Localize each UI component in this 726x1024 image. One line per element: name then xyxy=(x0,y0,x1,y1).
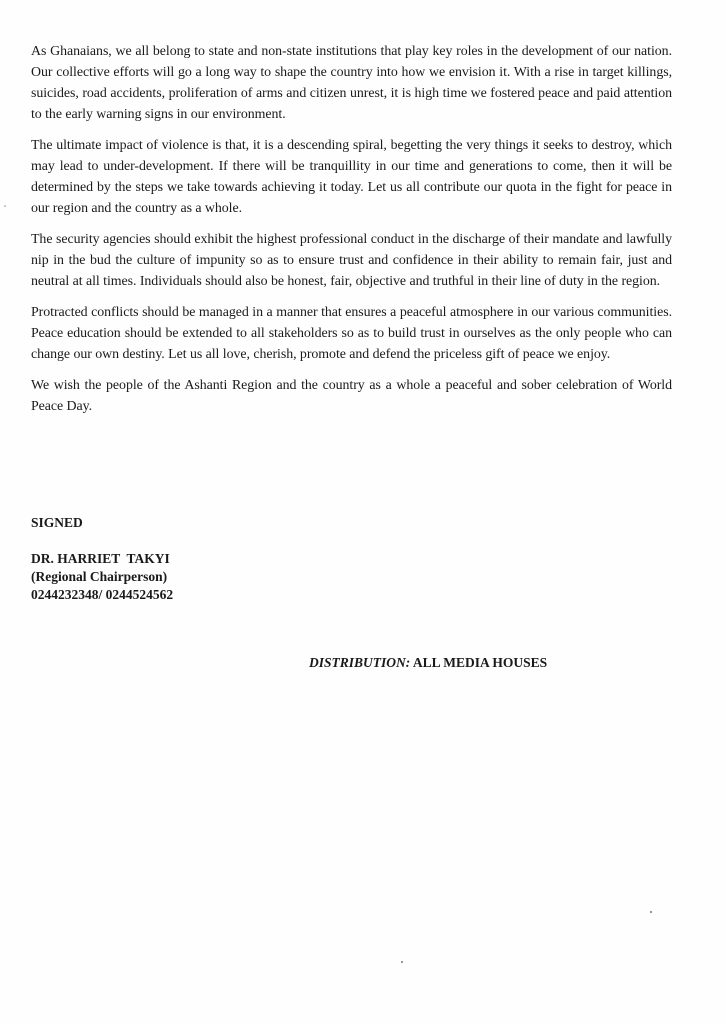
paragraph-closing-wish: We wish the people of the Ashanti Region and the country as a whole a peaceful and sober celebration of World Peace Day. xyxy=(31,378,672,414)
distribution-line xyxy=(309,654,547,672)
document-body xyxy=(31,41,672,427)
scan-speck xyxy=(4,205,6,207)
paragraph-violence-impact: The ultimate impact of violence is that, it is a descending spiral, begetting the very things it seeks to destroy, which may lead to under-development. If there will be tranquillity in our time and generations to come, then it will be determined by the steps we take towards achieving it today. Let us all contribute our quota in the fight for peace in our region and the country as a whole. xyxy=(31,138,672,216)
signatory-title: (Regional Chairperson) xyxy=(31,569,168,584)
signed-label: SIGNED xyxy=(31,515,83,530)
scan-speck xyxy=(401,961,403,963)
signature-block xyxy=(31,514,173,604)
paragraph-protracted-conflicts: Protracted conflicts should be managed in a manner that ensures a peaceful atmosphere in our various communities. Peace education should be extended to all stakeholders so as to build trust in ourselves as the only people who can change our own destiny. Let us all love, cherish, promote and defend the priceless gift of peace we enjoy. xyxy=(31,305,672,362)
distribution-value: ALL MEDIA HOUSES xyxy=(410,655,548,670)
signatory-name: DR. HARRIET TAKYI xyxy=(31,551,170,566)
distribution-label: DISTRIBUTION: xyxy=(309,655,411,670)
signatory-phones: 0244232348/ 0244524562 xyxy=(31,587,174,602)
paragraph-institutions: As Ghanaians, we all belong to state and non-state institutions that play key roles in the development of our nation. Our collective efforts will go a long way to shape the country into how we envision it. With a rise in target killings, suicides, road accidents, proliferation of arms and citizen unrest, it is high time we fostered peace and paid attention to the early warning signs in our environment. xyxy=(31,44,672,122)
scan-speck xyxy=(650,911,652,913)
paragraph-security-agencies: The security agencies should exhibit the highest professional conduct in the discharge of their mandate and lawfully nip in the bud the culture of impunity so as to ensure trust and confidence in their ability to remain fair, just and neutral at all times. Individuals should also be honest, fair, objective and truthful in their line of duty in the region. xyxy=(31,232,672,289)
